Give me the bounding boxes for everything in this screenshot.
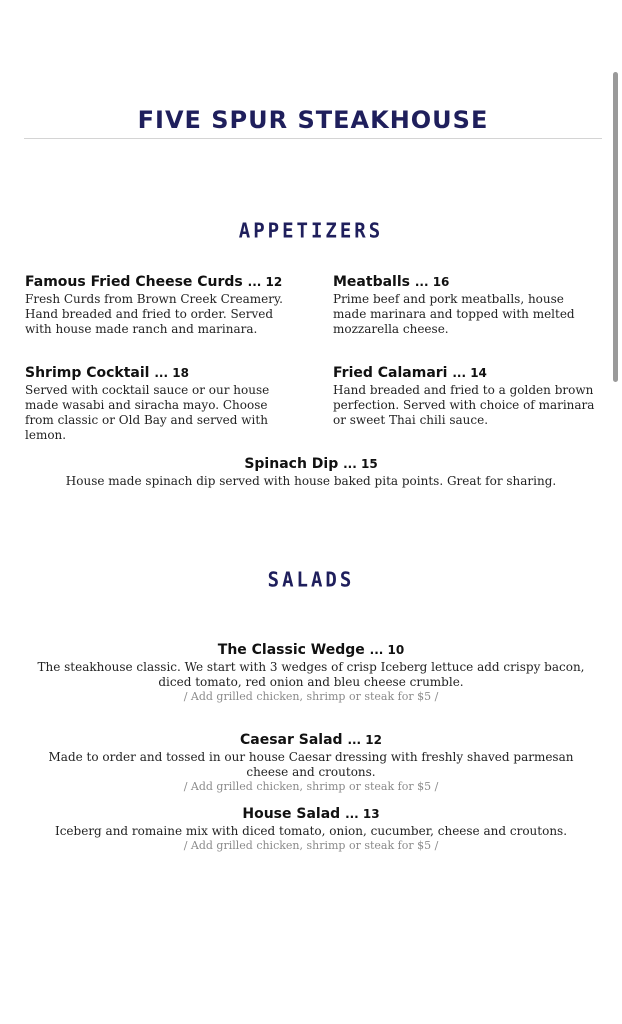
menu-item-house-salad — [28, 806, 594, 853]
menu-item-title — [333, 365, 601, 382]
menu-item-name: Famous Fried Cheese Curds — [25, 274, 243, 290]
menu-item-description: Iceberg and romaine mix with diced tomato, onion, cucumber, cheese and croutons. — [54, 824, 568, 838]
menu-item-price: ... 10 — [369, 643, 405, 657]
menu-item-title — [333, 274, 601, 291]
menu-item-caesar-salad — [28, 732, 594, 794]
menu-item-cheese-curds — [25, 274, 300, 337]
restaurant-title: FIVE SPUR STEAKHOUSE — [137, 106, 489, 134]
menu-item-title — [25, 274, 300, 291]
appetizers-heading: APPETIZERS — [238, 219, 384, 243]
menu-item-title — [25, 365, 300, 382]
menu-item-price: ... 12 — [347, 733, 382, 747]
menu-item-fried-calamari — [333, 365, 601, 428]
menu-item-meatballs — [333, 274, 601, 337]
menu-item-title — [28, 732, 594, 749]
menu-item-price: ... 14 — [452, 366, 487, 380]
salads-heading: SALADS — [267, 568, 355, 592]
menu-item-price: ... 16 — [414, 275, 450, 289]
menu-item-description: The steakhouse classic. We start with 3 wedges of crisp Iceberg lettuce add crispy bacon, diced tomato, red onion and bleu cheese crumble. — [37, 660, 585, 689]
menu-item-classic-wedge — [28, 642, 594, 704]
menu-item-shrimp-cocktail — [25, 365, 300, 443]
menu-item-title — [28, 642, 594, 659]
menu-item-price: ... 18 — [154, 366, 189, 380]
menu-item-name: The Classic Wedge — [217, 642, 365, 658]
menu-item-description: Served with cocktail sauce or our house made wasabi and siracha mayo. Choose from classic or Old Bay and served with lemon. — [25, 383, 270, 442]
menu-item-addon: / Add grilled chicken, shrimp or steak for $5 / — [183, 690, 439, 703]
menu-item-name: Caesar Salad — [239, 732, 343, 748]
menu-item-addon: / Add grilled chicken, shrimp or steak for $5 / — [183, 839, 439, 852]
menu-item-name: Meatballs — [333, 274, 410, 290]
menu-item-title — [28, 456, 594, 473]
menu-item-name: Fried Calamari — [333, 365, 448, 381]
title-divider — [24, 138, 602, 139]
menu-item-name: House Salad — [242, 806, 341, 822]
menu-item-spinach-dip — [28, 456, 594, 489]
menu-item-price: ... 12 — [247, 275, 283, 289]
menu-item-addon: / Add grilled chicken, shrimp or steak for $5 / — [183, 780, 439, 793]
menu-item-description: Prime beef and pork meatballs, house made marinara and topped with melted mozzarella cheese. — [333, 292, 575, 336]
menu-item-description: Hand breaded and fried to a golden brown perfection. Served with choice of marinara or sweet Thai chili sauce. — [333, 383, 595, 427]
menu-item-name: Spinach Dip — [244, 456, 339, 472]
menu-item-description: Fresh Curds from Brown Creek Creamery. Hand breaded and fried to order. Served with house made ranch and marinara. — [25, 292, 283, 336]
menu-item-name: Shrimp Cocktail — [25, 365, 150, 381]
menu-item-title — [28, 806, 594, 823]
menu-item-description: House made spinach dip served with house baked pita points. Great for sharing. — [65, 474, 557, 488]
menu-item-description: Made to order and tossed in our house Caesar dressing with freshly shaved parmesan cheese and croutons. — [48, 750, 574, 779]
menu-item-price: ... 15 — [343, 457, 378, 471]
menu-item-price: ... 13 — [345, 807, 380, 821]
